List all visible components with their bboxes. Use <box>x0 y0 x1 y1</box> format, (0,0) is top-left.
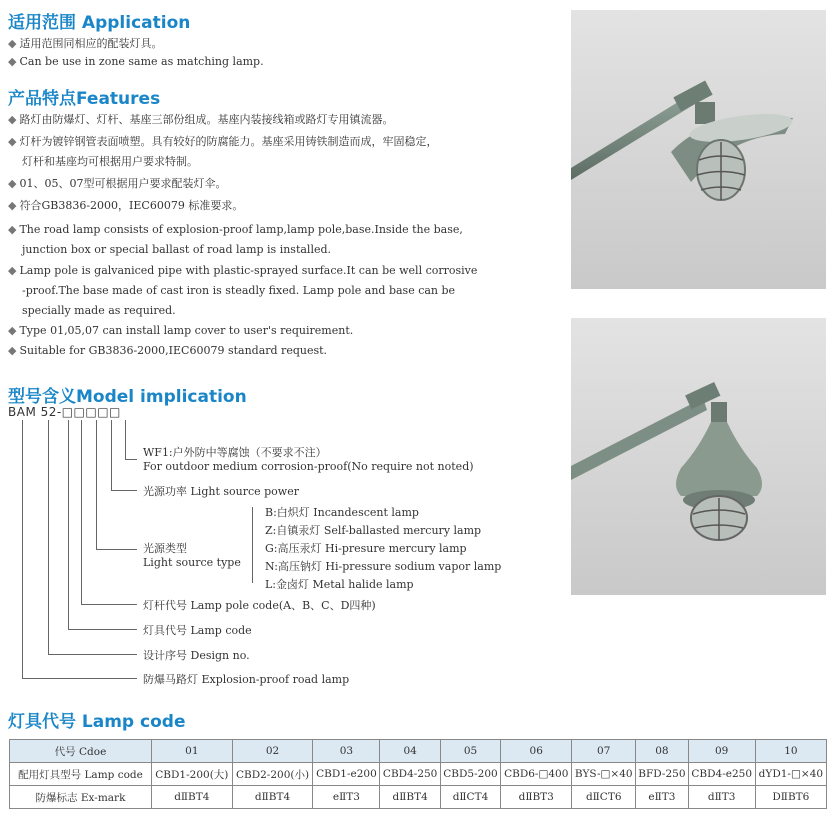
table-cell: 02 <box>232 740 313 763</box>
feature-item: ◆ 01、05、07型可根据用户要求配装灯伞。 <box>8 177 227 190</box>
table-cell: eⅡT3 <box>313 786 380 809</box>
application-item: ◆ Can be use in zone same as matching lamp. <box>8 55 264 68</box>
table-cell: 07 <box>572 740 636 763</box>
table-row <box>10 786 827 809</box>
type-option: B:白炽灯 Incandescent lamp <box>265 506 419 519</box>
feature-item: ◆ Suitable for GB3836-2000,IEC60079 standard request. <box>8 344 328 357</box>
table-cell: CBD1-200(大) <box>152 763 233 786</box>
table-cell: 04 <box>380 740 440 763</box>
table-cell: 防爆标志 Ex-mark <box>10 786 152 809</box>
table-cell: 10 <box>755 740 826 763</box>
type-option: N:高压钠灯 Hi-pressure sodium vapor lamp <box>265 560 502 573</box>
table-cell: dⅡBT3 <box>501 786 572 809</box>
model-title: 型号含义Model implication <box>8 387 247 407</box>
feature-item: ◆ 符合GB3836-2000，IEC60079 标准要求。 <box>8 199 244 212</box>
wf1-cn: WF1:户外防中等腐蚀（不要求不注） <box>143 446 327 459</box>
feature-item: ◆ 灯杆为镀锌钢管表面喷塑。具有较好的防腐能力。基座采用铸铁制造而成，牢固稳定， 灯杆和基座均可根据用户要求特制。 <box>8 135 438 168</box>
lamp-pole-code: 灯杆代号 Lamp pole code(A、B、C、D四种) <box>143 599 376 612</box>
table-cell: BFD-250 <box>636 763 688 786</box>
table-cell: 05 <box>440 740 500 763</box>
type-option: Z:自镇汞灯 Self-ballasted mercury lamp <box>265 524 482 537</box>
table-cell: dⅡBT4 <box>380 786 440 809</box>
table-cell: dⅡBT4 <box>232 786 313 809</box>
feature-item: ◆ The road lamp consists of explosion-proof lamp,lamp pole,base.Inside the base, junction box or special ballast of road lamp is installed. <box>8 223 463 256</box>
light-source-type-en: Light source type <box>143 556 241 569</box>
type-option: L:金卤灯 Metal halide lamp <box>265 578 414 591</box>
feature-item: ◆ Lamp pole is galvaniced pipe with plastic-sprayed surface.It can be well corrosive -proof.The base made of cast iron is steadly fixed. Lamp pole and base can be specially made as required. <box>8 264 478 317</box>
table-cell: CBD2-200(小) <box>232 763 313 786</box>
application-item: ◆ 适用范围同相应的配装灯具。 <box>8 37 163 50</box>
road-lamp-photo-2 <box>571 318 826 595</box>
lamp-code-title: 灯具代号 Lamp code <box>8 712 186 732</box>
table-cell: 代号 Cdoe <box>10 740 152 763</box>
table-cell: dⅡCT4 <box>440 786 500 809</box>
table-cell: 08 <box>636 740 688 763</box>
type-option: G:高压汞灯 Hi-presure mercury lamp <box>265 542 467 555</box>
features-title: 产品特点Features <box>8 89 161 109</box>
table-cell: CBD4-250 <box>380 763 440 786</box>
lamp-code-label: 灯具代号 Lamp code <box>143 624 252 637</box>
lamp-code-table <box>9 739 827 809</box>
explosion-proof-road-lamp: 防爆马路灯 Explosion-proof road lamp <box>143 673 350 686</box>
table-cell: 配用灯具型号 Lamp code <box>10 763 152 786</box>
table-cell: BYS-□×40 <box>572 763 636 786</box>
table-cell: dⅡT3 <box>688 786 755 809</box>
table-cell: CBD6-□400 <box>501 763 572 786</box>
table-cell: 06 <box>501 740 572 763</box>
table-cell: CBD4-e250 <box>688 763 755 786</box>
light-source-type-cn: 光源类型 <box>143 542 187 555</box>
table-cell: 03 <box>313 740 380 763</box>
table-cell: CBD5-200 <box>440 763 500 786</box>
table-row <box>10 763 827 786</box>
table-cell: dⅡBT4 <box>152 786 233 809</box>
table-cell: DⅡBT6 <box>755 786 826 809</box>
table-cell: dYD1-□×40 <box>755 763 826 786</box>
wf1-en: For outdoor medium corrosion-proof(No require not noted) <box>143 460 474 473</box>
feature-item: ◆ Type 01,05,07 can install lamp cover to user's requirement. <box>8 324 354 337</box>
table-header-row <box>10 740 827 763</box>
table-cell: CBD1-e200 <box>313 763 380 786</box>
table-cell: eⅡT3 <box>636 786 688 809</box>
model-code: BAM 52-□□□□□ <box>8 405 121 419</box>
feature-item: ◆ 路灯由防爆灯、灯杆、基座三部份组成。基座内装接线箱或路灯专用镇流器。 <box>8 113 394 126</box>
table-cell: 01 <box>152 740 233 763</box>
table-cell: dⅡCT6 <box>572 786 636 809</box>
application-title: 适用范围 Application <box>8 13 191 33</box>
table-cell: 09 <box>688 740 755 763</box>
light-source-power: 光源功率 Light source power <box>143 485 299 498</box>
design-no: 设计序号 Design no. <box>143 649 250 662</box>
road-lamp-photo-1 <box>571 10 826 289</box>
